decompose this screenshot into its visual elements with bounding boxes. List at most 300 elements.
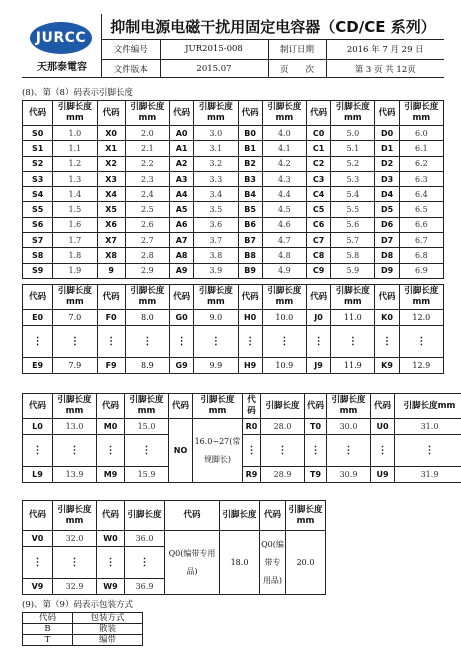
- cell-code: C4: [306, 187, 330, 202]
- cell-code: C1: [306, 141, 330, 156]
- cell-code: X5: [97, 202, 125, 217]
- cell-code: X6: [97, 217, 125, 232]
- cell-code: B: [23, 624, 73, 635]
- col-code: 代码: [243, 394, 261, 419]
- cell-code: B8: [238, 248, 262, 263]
- cell-length: 2.7: [125, 233, 169, 248]
- cell-code: D7: [375, 233, 399, 248]
- ellipsis-mark: ⋮: [53, 547, 97, 579]
- cell-length: 5.2: [331, 156, 375, 171]
- cell-code: H0: [238, 310, 262, 326]
- col-length: 引脚长度mm: [331, 285, 375, 310]
- cell-code: S3: [23, 171, 53, 186]
- cell-code: X0: [97, 126, 125, 141]
- ellipsis-mark: ⋮: [53, 435, 97, 467]
- table-row-ellipsis: [23, 435, 461, 467]
- ellipsis-mark: ⋮: [125, 435, 169, 467]
- ellipsis-mark: ⋮: [23, 435, 53, 467]
- cell-length: 28.0: [261, 419, 305, 435]
- cell-length: 3.7: [194, 233, 238, 248]
- cell-length: 4.3: [262, 171, 306, 186]
- table-header-row: [23, 501, 326, 531]
- cell-length: 15.9: [125, 467, 169, 483]
- document-header: [22, 14, 444, 78]
- cell-code: A5: [170, 202, 194, 217]
- cell-length: 6.3: [399, 171, 443, 186]
- cell-length: 4.1: [262, 141, 306, 156]
- cell-length: 3.4: [194, 187, 238, 202]
- table-row: [23, 310, 444, 326]
- cell-length: 36.9: [125, 579, 165, 595]
- cell-length: 6.1: [399, 141, 443, 156]
- cell-packaging: 散装: [73, 624, 143, 635]
- col-length: 引脚长度mm: [327, 394, 371, 419]
- section-9-heading: (9)、第（9）码表示包装方式: [22, 600, 133, 610]
- table-row: [23, 187, 444, 202]
- table-row: [23, 141, 444, 156]
- cell-length: 5.6: [331, 217, 375, 232]
- cell-code: B9: [238, 263, 262, 278]
- ellipsis-mark: ⋮: [375, 326, 399, 358]
- document-title: 抑制电源电磁干扰用固定电容器（CD/CE 系列）: [102, 14, 444, 40]
- cell-code: A3: [170, 171, 194, 186]
- table-row: [23, 635, 143, 646]
- cell-length: 1.7: [53, 233, 97, 248]
- col-length: 引脚长度mm: [331, 101, 375, 126]
- cell-code: K0: [375, 310, 399, 326]
- cell-length: 30.0: [327, 419, 371, 435]
- cell-code: H9: [238, 358, 262, 374]
- table-header-row: [23, 613, 143, 624]
- ellipsis-mark: ⋮: [399, 326, 443, 358]
- cell-length: 3.5: [194, 202, 238, 217]
- cell-length: 1.9: [53, 263, 97, 278]
- cell-length: 6.5: [399, 202, 443, 217]
- col-length: 引脚长度mm: [399, 101, 443, 126]
- cell-length: 1.2: [53, 156, 97, 171]
- lead-length-table-2: [22, 284, 444, 374]
- cell-length: 6.7: [399, 233, 443, 248]
- cell-code: B3: [238, 171, 262, 186]
- col-length: 引脚长度mm: [194, 101, 238, 126]
- ellipsis-mark: ⋮: [327, 435, 371, 467]
- cell-code: D4: [375, 187, 399, 202]
- cell-code: D0: [375, 126, 399, 141]
- cell-code: B7: [238, 233, 262, 248]
- cell-length: 1.6: [53, 217, 97, 232]
- ellipsis-mark: ⋮: [23, 547, 53, 579]
- cell-code: S5: [23, 202, 53, 217]
- cell-code: U9: [371, 467, 395, 483]
- cell-length: 4.5: [262, 202, 306, 217]
- cell-length: 15.0: [125, 419, 169, 435]
- cell-length: 4.6: [262, 217, 306, 232]
- page-label: 页 次: [268, 59, 326, 78]
- cell-length: 10.9: [262, 358, 306, 374]
- doc-no-value: JUR2015-008: [160, 40, 268, 59]
- col-code: 代码: [165, 501, 220, 531]
- cell-length: 2.2: [125, 156, 169, 171]
- cell-length: 3.8: [194, 248, 238, 263]
- cell-code: M9: [97, 467, 125, 483]
- col-length: 引脚长度mm: [53, 394, 97, 419]
- table-row: [23, 126, 444, 141]
- cell-code-q0-tape-2: Q0(编带专用品): [260, 531, 286, 595]
- col-length: 引脚长度: [220, 501, 260, 531]
- cell-code-no: NO: [169, 419, 193, 483]
- cell-length: 32.0: [53, 531, 97, 547]
- col-code: 代码: [23, 101, 53, 126]
- table-row: [23, 624, 143, 635]
- cell-code: B2: [238, 156, 262, 171]
- cell-code: U0: [371, 419, 395, 435]
- ellipsis-mark: ⋮: [23, 326, 53, 358]
- cell-length: 5.3: [331, 171, 375, 186]
- lead-length-table-3: [22, 393, 461, 483]
- table-header-row: [23, 101, 444, 126]
- col-code: 代码: [371, 394, 395, 419]
- col-code: 代码: [170, 285, 194, 310]
- cell-code: A9: [170, 263, 194, 278]
- cell-length: 31.0: [395, 419, 461, 435]
- table-row: [23, 467, 461, 483]
- cell-length: 3.9: [194, 263, 238, 278]
- cell-length: 4.4: [262, 187, 306, 202]
- cell-code: S1: [23, 141, 53, 156]
- cell-length: 2.6: [125, 217, 169, 232]
- cell-length: 8.0: [125, 310, 169, 326]
- cell-length: 2.3: [125, 171, 169, 186]
- cell-length: 4.9: [262, 263, 306, 278]
- table-row: [23, 358, 444, 374]
- cell-length: 5.8: [331, 248, 375, 263]
- col-length: 引脚长度mm: [395, 394, 461, 419]
- company-name: 天那泰電容: [37, 62, 87, 73]
- cell-length: 7.9: [53, 358, 97, 374]
- table-body: [23, 126, 444, 279]
- cell-code: G0: [170, 310, 194, 326]
- cell-length: 11.0: [331, 310, 375, 326]
- cell-length: 10.0: [262, 310, 306, 326]
- col-length: 引脚长度mm: [125, 394, 169, 419]
- col-code: 代码: [238, 285, 262, 310]
- table-row-ellipsis: [23, 326, 444, 358]
- cell-length: 13.9: [53, 467, 97, 483]
- col-packaging: 包装方式: [73, 613, 143, 624]
- cell-code: S8: [23, 248, 53, 263]
- cell-length: 9.0: [194, 310, 238, 326]
- cell-length: 3.1: [194, 141, 238, 156]
- cell-length: 2.9: [125, 263, 169, 278]
- cell-code: W9: [97, 579, 125, 595]
- cell-length: 5.0: [331, 126, 375, 141]
- cell-length: 2.4: [125, 187, 169, 202]
- ellipsis-mark: ⋮: [371, 435, 395, 467]
- cell-code: X4: [97, 187, 125, 202]
- cell-length: 12.9: [399, 358, 443, 374]
- cell-length: 7.0: [53, 310, 97, 326]
- cell-code: B6: [238, 217, 262, 232]
- table-row: [23, 233, 444, 248]
- cell-length: 9.9: [194, 358, 238, 374]
- cell-code: F9: [97, 358, 125, 374]
- cell-length: 31.9: [395, 467, 461, 483]
- cell-length: 2.8: [125, 248, 169, 263]
- company-logo-block: [22, 14, 102, 78]
- cell-code: S4: [23, 187, 53, 202]
- date-label: 制订日期: [268, 40, 326, 59]
- cell-code: D8: [375, 248, 399, 263]
- col-length: 引脚长度mm: [399, 285, 443, 310]
- version-value: 2015.07: [160, 59, 268, 78]
- cell-code: S9: [23, 263, 53, 278]
- col-length: 引脚长度mm: [53, 501, 97, 531]
- cell-code: C2: [306, 156, 330, 171]
- section-8-heading: (8)、第（8）码表示引脚长度: [22, 88, 133, 98]
- cell-code: A6: [170, 217, 194, 232]
- cell-length: 1.0: [53, 126, 97, 141]
- cell-code: X2: [97, 156, 125, 171]
- ellipsis-mark: ⋮: [97, 435, 125, 467]
- cell-code: V0: [23, 531, 53, 547]
- col-code: 代码: [260, 501, 286, 531]
- cell-code: T: [23, 635, 73, 646]
- col-code: 代码: [97, 285, 125, 310]
- cell-code: C7: [306, 233, 330, 248]
- cell-length: 2.0: [125, 126, 169, 141]
- col-code: 代码: [169, 394, 193, 419]
- cell-code: C6: [306, 217, 330, 232]
- col-code: 代码: [23, 501, 53, 531]
- table-header-row: [23, 285, 444, 310]
- cell-code: D6: [375, 217, 399, 232]
- cell-code: B0: [238, 126, 262, 141]
- col-length: 引脚长度mm: [53, 285, 97, 310]
- cell-code: F0: [97, 310, 125, 326]
- cell-code: A0: [170, 126, 194, 141]
- table-row: [23, 531, 326, 547]
- cell-length: 5.7: [331, 233, 375, 248]
- cell-length: 12.0: [399, 310, 443, 326]
- table-header-row: [23, 394, 461, 419]
- cell-code: T9: [305, 467, 327, 483]
- doc-no-label: 文件编号: [102, 40, 160, 59]
- cell-code: S7: [23, 233, 53, 248]
- cell-code: D9: [375, 263, 399, 278]
- col-code: 代码: [306, 101, 330, 126]
- company-logo: JURCC: [30, 22, 92, 54]
- cell-length: 1.1: [53, 141, 97, 156]
- cell-length-q0-tape: 18.0: [220, 531, 260, 595]
- col-length: 引脚长度mm: [53, 101, 97, 126]
- cell-code: X8: [97, 248, 125, 263]
- cell-length: 5.5: [331, 202, 375, 217]
- cell-length: 36.0: [125, 531, 165, 547]
- ellipsis-mark: ⋮: [305, 435, 327, 467]
- col-code: 代码: [23, 613, 73, 624]
- cell-code: L9: [23, 467, 53, 483]
- ellipsis-mark: ⋮: [238, 326, 262, 358]
- table-row: [23, 202, 444, 217]
- cell-code: J9: [306, 358, 330, 374]
- cell-code: M0: [97, 419, 125, 435]
- col-code: 代码: [97, 501, 125, 531]
- cell-length: 4.0: [262, 126, 306, 141]
- cell-length: 3.3: [194, 171, 238, 186]
- cell-length: 3.6: [194, 217, 238, 232]
- cell-code: D1: [375, 141, 399, 156]
- cell-code: J0: [306, 310, 330, 326]
- ellipsis-mark: ⋮: [331, 326, 375, 358]
- cell-code: S0: [23, 126, 53, 141]
- col-code: 代码: [97, 394, 125, 419]
- cell-length: 4.8: [262, 248, 306, 263]
- document-meta-table: [102, 40, 444, 78]
- cell-code: R9: [243, 467, 261, 483]
- cell-code: V9: [23, 579, 53, 595]
- col-code: 代码: [238, 101, 262, 126]
- cell-code: E0: [23, 310, 53, 326]
- cell-length: 6.9: [399, 263, 443, 278]
- cell-length: 3.0: [194, 126, 238, 141]
- cell-length: 6.6: [399, 217, 443, 232]
- lead-length-table-4: [22, 500, 326, 595]
- ellipsis-mark: ⋮: [125, 547, 165, 579]
- cell-code: E9: [23, 358, 53, 374]
- ellipsis-mark: ⋮: [125, 326, 169, 358]
- cell-length: 8.9: [125, 358, 169, 374]
- col-code: 代码: [306, 285, 330, 310]
- col-code: 代码: [305, 394, 327, 419]
- cell-length: 4.2: [262, 156, 306, 171]
- cell-code-q0-tape: Q0(编带专用品): [165, 531, 220, 595]
- cell-length: 11.9: [331, 358, 375, 374]
- table-row: [23, 156, 444, 171]
- col-code: 代码: [170, 101, 194, 126]
- table-row: [23, 171, 444, 186]
- cell-length: 4.7: [262, 233, 306, 248]
- cell-length: 5.4: [331, 187, 375, 202]
- cell-code: X3: [97, 171, 125, 186]
- cell-code: G9: [170, 358, 194, 374]
- table-row: [23, 263, 444, 278]
- col-length: 引脚长度mm: [194, 285, 238, 310]
- cell-length: 6.0: [399, 126, 443, 141]
- ellipsis-mark: ⋮: [306, 326, 330, 358]
- col-length: 引脚长度: [261, 394, 305, 419]
- ellipsis-mark: ⋮: [395, 435, 461, 467]
- cell-length-no: 16.0~27(常规脚长): [193, 419, 243, 483]
- col-length: 引脚长度: [125, 501, 165, 531]
- cell-code: A2: [170, 156, 194, 171]
- cell-packaging: 编带: [73, 635, 143, 646]
- cell-code: X1: [97, 141, 125, 156]
- cell-code: S2: [23, 156, 53, 171]
- cell-length: 2.1: [125, 141, 169, 156]
- cell-code: C8: [306, 248, 330, 263]
- cell-length: 1.5: [53, 202, 97, 217]
- cell-length: 6.8: [399, 248, 443, 263]
- cell-length: 5.9: [331, 263, 375, 278]
- ellipsis-mark: ⋮: [194, 326, 238, 358]
- cell-code: T0: [305, 419, 327, 435]
- ellipsis-mark: ⋮: [53, 326, 97, 358]
- cell-code: B5: [238, 202, 262, 217]
- packaging-table: [22, 612, 143, 646]
- cell-length: 30.9: [327, 467, 371, 483]
- ellipsis-mark: ⋮: [243, 435, 261, 467]
- lead-length-table-1: [22, 100, 444, 279]
- col-code: 代码: [97, 101, 125, 126]
- col-length: 引脚长度mm: [125, 101, 169, 126]
- cell-code: A8: [170, 248, 194, 263]
- cell-code: A1: [170, 141, 194, 156]
- col-length: 引脚长度mm: [286, 501, 326, 531]
- cell-length: 1.4: [53, 187, 97, 202]
- cell-length: 3.2: [194, 156, 238, 171]
- col-code: 代码: [375, 285, 399, 310]
- cell-code: C0: [306, 126, 330, 141]
- ellipsis-mark: ⋮: [262, 326, 306, 358]
- cell-length: 32.9: [53, 579, 97, 595]
- cell-code: C9: [306, 263, 330, 278]
- col-length: 引脚长度mm: [262, 101, 306, 126]
- col-length: 引脚长度mm: [262, 285, 306, 310]
- cell-code: S6: [23, 217, 53, 232]
- cell-code: C5: [306, 202, 330, 217]
- cell-code: K9: [375, 358, 399, 374]
- cell-length-q0-tape-2: 20.0: [286, 531, 326, 595]
- cell-length: 6.4: [399, 187, 443, 202]
- cell-length: 5.1: [331, 141, 375, 156]
- cell-length: 6.2: [399, 156, 443, 171]
- cell-length: 28.9: [261, 467, 305, 483]
- cell-code: A4: [170, 187, 194, 202]
- table-row: [23, 419, 461, 435]
- page-value: 第 3 页 共 12页: [326, 59, 444, 78]
- cell-length: 2.5: [125, 202, 169, 217]
- cell-code: B1: [238, 141, 262, 156]
- ellipsis-mark: ⋮: [97, 326, 125, 358]
- cell-code: L0: [23, 419, 53, 435]
- col-code: 代码: [375, 101, 399, 126]
- col-code: 代码: [23, 394, 53, 419]
- col-code: 代码: [23, 285, 53, 310]
- cell-code: W0: [97, 531, 125, 547]
- cell-code: D5: [375, 202, 399, 217]
- ellipsis-mark: ⋮: [261, 435, 305, 467]
- table-row: [23, 217, 444, 232]
- cell-length: 1.8: [53, 248, 97, 263]
- cell-code: B4: [238, 187, 262, 202]
- ellipsis-mark: ⋮: [97, 547, 125, 579]
- col-length: 引脚长度mm: [125, 285, 169, 310]
- table-row: [23, 248, 444, 263]
- ellipsis-mark: ⋮: [170, 326, 194, 358]
- cell-code: R0: [243, 419, 261, 435]
- cell-code: D3: [375, 171, 399, 186]
- cell-code: C3: [306, 171, 330, 186]
- version-label: 文件版本: [102, 59, 160, 78]
- cell-code: D2: [375, 156, 399, 171]
- date-value: 2016 年 7 月 29 日: [326, 40, 444, 59]
- cell-length: 1.3: [53, 171, 97, 186]
- cell-code: A7: [170, 233, 194, 248]
- cell-length: 13.0: [53, 419, 97, 435]
- cell-code: 9: [97, 263, 125, 278]
- cell-code: X7: [97, 233, 125, 248]
- col-length: 引脚长度mm: [193, 394, 243, 419]
